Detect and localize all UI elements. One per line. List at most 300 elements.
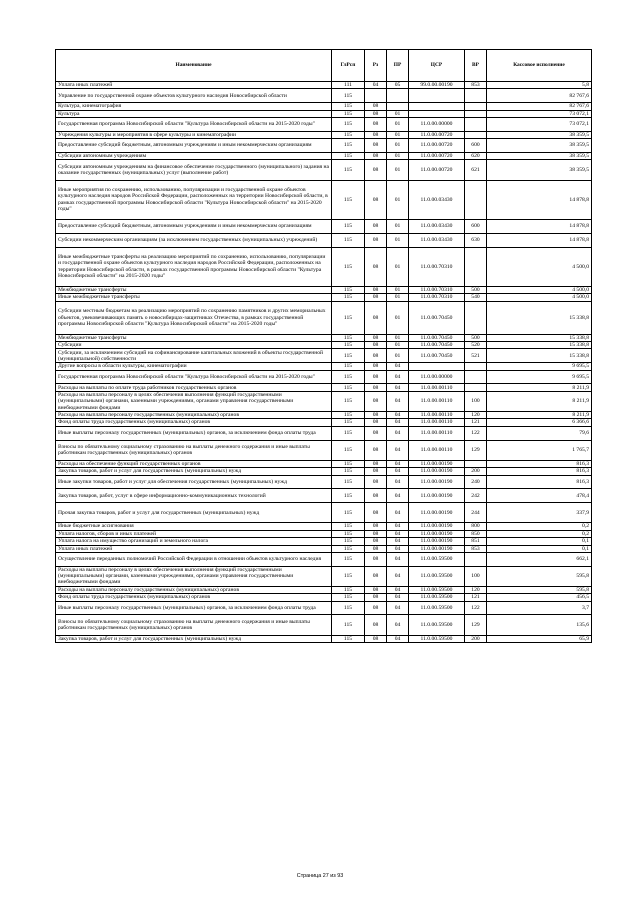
row-name: Уплата иных платежей — [56, 545, 332, 552]
row-pr: 04 — [387, 460, 409, 467]
row-glrsp: 115 — [332, 545, 365, 552]
row-rz: 08 — [365, 635, 387, 642]
row-name: Межбюджетные трансферты — [56, 286, 332, 293]
row-rz: 08 — [365, 412, 387, 419]
row-rz: 08 — [365, 152, 387, 159]
table-row — [56, 370, 592, 384]
row-name: Иные межбюджетные трансферты — [56, 294, 332, 301]
table-row — [56, 301, 592, 334]
row-pr: 04 — [387, 370, 409, 384]
table-row — [56, 384, 592, 391]
row-sum: 79,6 — [487, 426, 592, 440]
row-name: Предоставление субсидий бюджетным, автономным учреждениям и иным некоммерческим организациям — [56, 139, 332, 153]
row-csr — [409, 89, 465, 103]
row-name: Государственная программа Новосибирской области "Культура Новосибирской области на 2015-2020 годы" — [56, 370, 332, 384]
row-vr: 120 — [465, 412, 487, 419]
row-glrsp: 115 — [332, 160, 365, 180]
row-sum: 65,9 — [487, 635, 592, 642]
row-csr: 99.0.00.00190 — [409, 82, 465, 89]
row-csr: 11.0.00.00110 — [409, 384, 465, 391]
row-name: Расходы на выплаты персоналу в целях обеспечения выполнения функций государственными (муниципальными) органами, казенными учреждениями, органами управления государственными внебюджетными фондами — [56, 566, 332, 586]
row-name: Уплата налогов, сборов и иных платежей — [56, 530, 332, 537]
row-sum: 6 366,6 — [487, 419, 592, 426]
row-sum: 3,7 — [487, 601, 592, 615]
row-sum: 38 359,5 — [487, 152, 592, 159]
row-vr — [465, 131, 487, 138]
row-csr: 11.0.00.00190 — [409, 489, 465, 503]
row-rz: 08 — [365, 384, 387, 391]
row-pr: 01 — [387, 247, 409, 286]
row-vr: 121 — [465, 419, 487, 426]
row-csr: 11.0.00.70310 — [409, 286, 465, 293]
row-glrsp: 115 — [332, 103, 365, 110]
row-vr: 242 — [465, 489, 487, 503]
row-name: Учреждения культуры и мероприятия в сфере культуры и кинематографии — [56, 131, 332, 138]
table-row — [56, 233, 592, 247]
row-glrsp: 115 — [332, 286, 365, 293]
row-glrsp: 115 — [332, 440, 365, 460]
row-csr: 11.0.00.00190 — [409, 538, 465, 545]
row-sum: 0,2 — [487, 530, 592, 537]
row-pr: 04 — [387, 384, 409, 391]
row-pr — [387, 103, 409, 110]
row-name: Государственная программа Новосибирской области "Культура Новосибирской области на 2015-2020 годы" — [56, 117, 332, 131]
row-pr: 04 — [387, 412, 409, 419]
row-sum: 8 211,9 — [487, 384, 592, 391]
row-rz: 08 — [365, 160, 387, 180]
row-csr: 11.0.00.00190 — [409, 468, 465, 475]
row-rz: 08 — [365, 419, 387, 426]
row-glrsp: 115 — [332, 468, 365, 475]
row-sum: 14 878,8 — [487, 219, 592, 233]
row-pr: 01 — [387, 349, 409, 363]
row-sum: 38 359,5 — [487, 160, 592, 180]
table-row — [56, 334, 592, 341]
row-sum: 38 359,5 — [487, 139, 592, 153]
table-header-row — [56, 50, 592, 82]
row-pr: 01 — [387, 139, 409, 153]
page-number: Страница 27 из 93 — [296, 873, 344, 879]
table-row — [56, 103, 592, 110]
row-vr: 500 — [465, 334, 487, 341]
row-sum: 595,8 — [487, 586, 592, 593]
row-sum: 82 767,6 — [487, 89, 592, 103]
row-vr: 129 — [465, 440, 487, 460]
row-glrsp: 115 — [332, 117, 365, 131]
row-pr: 04 — [387, 586, 409, 593]
row-pr: 01 — [387, 294, 409, 301]
row-sum: 15 338,8 — [487, 301, 592, 334]
row-sum: 15 338,8 — [487, 349, 592, 363]
row-vr: 853 — [465, 545, 487, 552]
row-vr: 200 — [465, 635, 487, 642]
row-glrsp: 115 — [332, 294, 365, 301]
row-rz: 08 — [365, 530, 387, 537]
row-rz: 08 — [365, 103, 387, 110]
row-csr: 11.0.00.00190 — [409, 475, 465, 489]
row-name: Взносы по обязательному социальному страхованию на выплаты денежного содержания и иные выплаты работникам государственных (муниципальных) органов — [56, 440, 332, 460]
row-csr: 11.0.00.00720 — [409, 139, 465, 153]
row-rz: 08 — [365, 219, 387, 233]
row-name: Закупка товаров, работ и услуг для государственных (муниципальных) нужд — [56, 468, 332, 475]
row-rz: 08 — [365, 180, 387, 219]
row-glrsp: 115 — [332, 538, 365, 545]
table-row — [56, 468, 592, 475]
row-vr — [465, 301, 487, 334]
row-rz: 08 — [365, 468, 387, 475]
row-rz: 08 — [365, 538, 387, 545]
row-sum: 73 072,1 — [487, 110, 592, 117]
row-csr: 11.0.00.00110 — [409, 391, 465, 411]
row-name: Субсидии местным бюджетам на реализацию мероприятий по сохранению памятников и других мемориальных объектов, увековечивающих память о новосибирцах-защитниках Отечества, в рамках государственной программы Новосибирской области "Культура Новосибирской области" на 2015-2020 годы" — [56, 301, 332, 334]
row-sum: 595,8 — [487, 566, 592, 586]
row-name: Субсидии — [56, 342, 332, 349]
row-csr: 11.0.00.00720 — [409, 160, 465, 180]
table-row — [56, 566, 592, 586]
row-csr: 11.0.00.59500 — [409, 601, 465, 615]
row-sum: 0,1 — [487, 545, 592, 552]
row-glrsp: 115 — [332, 233, 365, 247]
table-row — [56, 530, 592, 537]
row-name: Фонд оплаты труда государственных (муниципальных) органов — [56, 594, 332, 601]
row-rz: 08 — [365, 594, 387, 601]
row-csr: 11.0.00.03430 — [409, 180, 465, 219]
row-csr: 11.0.00.00190 — [409, 460, 465, 467]
row-name: Иные бюджетные ассигнования — [56, 523, 332, 530]
table-row — [56, 440, 592, 460]
row-name: Субсидии некоммерческим организациям (за исключением государственных (муниципальных) учреждений) — [56, 233, 332, 247]
table-row — [56, 475, 592, 489]
row-glrsp: 115 — [332, 601, 365, 615]
row-glrsp: 115 — [332, 180, 365, 219]
row-rz: 08 — [365, 370, 387, 384]
row-sum: 816,3 — [487, 468, 592, 475]
row-csr: 11.0.00.70310 — [409, 247, 465, 286]
row-glrsp: 115 — [332, 552, 365, 566]
row-vr: 129 — [465, 615, 487, 635]
row-name: Расходы на обеспечение функций государственных органов — [56, 460, 332, 467]
row-glrsp: 115 — [332, 523, 365, 530]
row-name: Иные выплаты персоналу государственных (муниципальных) органов, за исключением фонда оплаты труда — [56, 426, 332, 440]
row-pr: 04 — [387, 552, 409, 566]
table-row — [56, 419, 592, 426]
table-row — [56, 412, 592, 419]
row-vr: 630 — [465, 233, 487, 247]
row-vr: 200 — [465, 468, 487, 475]
table-body — [56, 82, 592, 643]
row-pr: 04 — [387, 538, 409, 545]
row-rz: 08 — [365, 460, 387, 467]
budget-report-page — [55, 49, 591, 643]
table-row — [56, 594, 592, 601]
table-row — [56, 635, 592, 642]
row-pr: 01 — [387, 180, 409, 219]
row-name: Иные мероприятия по сохранению, использованию, популяризации и государственной охране объектов культурного наследия народов Российской Федерации, расположенных на территории Новосибирской области, в рамках государственной программы Новосибирской области "Культура Новосибирской области" на 2015-2020 годы" — [56, 180, 332, 219]
row-glrsp: 115 — [332, 89, 365, 103]
row-rz: 08 — [365, 586, 387, 593]
row-glrsp: 115 — [332, 594, 365, 601]
table-row — [56, 152, 592, 159]
table-row — [56, 294, 592, 301]
row-pr: 01 — [387, 117, 409, 131]
row-csr: 11.0.00.70450 — [409, 349, 465, 363]
row-pr: 04 — [387, 523, 409, 530]
row-glrsp: 115 — [332, 460, 365, 467]
row-glrsp: 115 — [332, 342, 365, 349]
row-glrsp: 115 — [332, 566, 365, 586]
row-name: Прочая закупка товаров, работ и услуг для государственных (муниципальных) нужд — [56, 503, 332, 523]
row-name: Расходы на выплаты по оплате труда работников государственных органов — [56, 384, 332, 391]
row-name: Закупка товаров, работ, услуг в сфере информационно-коммуникационных технологий — [56, 489, 332, 503]
row-pr: 01 — [387, 152, 409, 159]
row-vr — [465, 110, 487, 117]
table-row — [56, 460, 592, 467]
row-name: Культура — [56, 110, 332, 117]
row-csr: 11.0.00.00190 — [409, 545, 465, 552]
row-pr: 01 — [387, 301, 409, 334]
row-rz: 08 — [365, 247, 387, 286]
row-csr: 11.0.00.03430 — [409, 219, 465, 233]
row-pr: 04 — [387, 419, 409, 426]
row-name: Расходы на выплаты персоналу в целях обеспечения выполнения функций государственными (муниципальными) органами, казенными учреждениями, органами управления государственными внебюджетными фондами — [56, 391, 332, 411]
row-glrsp: 115 — [332, 412, 365, 419]
row-vr: 800 — [465, 523, 487, 530]
row-sum: 0,2 — [487, 523, 592, 530]
row-pr: 01 — [387, 286, 409, 293]
row-csr: 11.0.00.00190 — [409, 503, 465, 523]
row-vr: 540 — [465, 294, 487, 301]
row-name: Культура, кинематография — [56, 103, 332, 110]
row-csr — [409, 363, 465, 370]
row-csr: 11.0.00.70450 — [409, 334, 465, 341]
table-row — [56, 180, 592, 219]
row-rz: 08 — [365, 139, 387, 153]
header-sum: Кассовое исполнение — [487, 50, 592, 82]
header-csr: ЦСР — [409, 50, 465, 82]
row-csr: 11.0.00.70310 — [409, 294, 465, 301]
row-csr: 11.0.00.00110 — [409, 440, 465, 460]
row-pr — [387, 89, 409, 103]
row-pr: 01 — [387, 334, 409, 341]
row-pr: 05 — [387, 82, 409, 89]
row-glrsp: 111 — [332, 82, 365, 89]
row-name: Субсидии, за исключением субсидий на софинансирование капитальных вложений в объекты государственной (муниципальной) собственности — [56, 349, 332, 363]
row-glrsp: 115 — [332, 110, 365, 117]
row-vr: 521 — [465, 349, 487, 363]
row-vr — [465, 117, 487, 131]
row-pr: 01 — [387, 160, 409, 180]
table-row — [56, 131, 592, 138]
table-row — [56, 286, 592, 293]
row-pr: 04 — [387, 426, 409, 440]
row-name: Закупка товаров, работ и услуг для государственных (муниципальных) нужд — [56, 635, 332, 642]
row-rz: 08 — [365, 294, 387, 301]
row-pr: 01 — [387, 110, 409, 117]
row-csr: 11.0.00.00720 — [409, 131, 465, 138]
row-csr: 11.0.00.00110 — [409, 419, 465, 426]
row-vr — [465, 247, 487, 286]
row-sum: 38 359,5 — [487, 131, 592, 138]
row-sum: 135,6 — [487, 615, 592, 635]
row-pr: 04 — [387, 594, 409, 601]
row-name: Взносы по обязательному социальному страхованию на выплаты денежного содержания и иные выплаты работникам государственных (муниципальных) органов — [56, 615, 332, 635]
row-name: Субсидии автономным учреждениям — [56, 152, 332, 159]
row-csr: 11.0.00.00110 — [409, 426, 465, 440]
row-vr: 240 — [465, 475, 487, 489]
row-csr: 11.0.00.59500 — [409, 566, 465, 586]
row-pr: 01 — [387, 342, 409, 349]
row-rz: 08 — [365, 233, 387, 247]
row-rz — [365, 89, 387, 103]
row-csr: 11.0.00.00110 — [409, 412, 465, 419]
row-sum: 14 878,8 — [487, 233, 592, 247]
row-rz: 08 — [365, 342, 387, 349]
header-vr: ВР — [465, 50, 487, 82]
row-sum: 8 211,9 — [487, 391, 592, 411]
row-sum: 456,5 — [487, 594, 592, 601]
row-vr — [465, 363, 487, 370]
row-rz: 08 — [365, 131, 387, 138]
row-glrsp: 115 — [332, 586, 365, 593]
row-glrsp: 115 — [332, 139, 365, 153]
row-sum: 15 338,8 — [487, 342, 592, 349]
row-pr: 01 — [387, 219, 409, 233]
row-sum: 14 878,8 — [487, 180, 592, 219]
table-row — [56, 545, 592, 552]
row-vr — [465, 180, 487, 219]
row-rz: 08 — [365, 489, 387, 503]
row-sum: 82 767,6 — [487, 103, 592, 110]
row-pr: 04 — [387, 503, 409, 523]
row-pr: 04 — [387, 468, 409, 475]
row-pr: 04 — [387, 615, 409, 635]
row-rz: 08 — [365, 566, 387, 586]
row-name: Уплата налога на имущество организаций и земельного налога — [56, 538, 332, 545]
row-vr — [465, 384, 487, 391]
row-csr: 11.0.00.00720 — [409, 152, 465, 159]
row-sum: 0,1 — [487, 538, 592, 545]
row-rz: 08 — [365, 286, 387, 293]
row-rz: 08 — [365, 426, 387, 440]
header-glrsp: ГлРсп — [332, 50, 365, 82]
row-vr — [465, 89, 487, 103]
header-pr: ПР — [387, 50, 409, 82]
table-row — [56, 586, 592, 593]
row-vr: 853 — [465, 82, 487, 89]
table-row — [56, 538, 592, 545]
row-rz: 08 — [365, 334, 387, 341]
row-sum: 15 338,8 — [487, 334, 592, 341]
row-vr: 851 — [465, 538, 487, 545]
row-glrsp: 115 — [332, 152, 365, 159]
row-csr — [409, 103, 465, 110]
row-vr — [465, 460, 487, 467]
row-vr: 121 — [465, 594, 487, 601]
row-csr: 11.0.00.59500 — [409, 594, 465, 601]
row-csr — [409, 110, 465, 117]
row-vr: 122 — [465, 601, 487, 615]
row-vr: 122 — [465, 426, 487, 440]
header-rz: Рз — [365, 50, 387, 82]
row-sum: 9 695,5 — [487, 370, 592, 384]
row-pr: 04 — [387, 530, 409, 537]
row-rz: 08 — [365, 475, 387, 489]
row-pr: 01 — [387, 233, 409, 247]
row-sum: 4 500,0 — [487, 286, 592, 293]
table-row — [56, 615, 592, 635]
row-name: Фонд оплаты труда государственных (муниципальных) органов — [56, 419, 332, 426]
table-row — [56, 89, 592, 103]
row-rz: 08 — [365, 117, 387, 131]
row-rz: 08 — [365, 363, 387, 370]
row-glrsp: 115 — [332, 334, 365, 341]
row-sum: 73 072,1 — [487, 117, 592, 131]
budget-table — [55, 49, 592, 643]
row-pr: 04 — [387, 391, 409, 411]
row-csr: 11.0.00.59500 — [409, 586, 465, 593]
row-csr: 11.0.00.00000 — [409, 117, 465, 131]
header-name: Наименование — [56, 50, 332, 82]
row-pr: 04 — [387, 545, 409, 552]
row-glrsp: 115 — [332, 615, 365, 635]
row-name: Осуществление переданных полномочий Российской Федерации в отношении объектов культурного наследия — [56, 552, 332, 566]
row-csr: 11.0.00.70450 — [409, 342, 465, 349]
row-csr: 11.0.00.03430 — [409, 233, 465, 247]
row-csr: 11.0.00.70450 — [409, 301, 465, 334]
row-glrsp: 115 — [332, 219, 365, 233]
table-row — [56, 110, 592, 117]
row-name: Иные выплаты персоналу государственных (муниципальных) органов, за исключением фонда оплаты труда — [56, 601, 332, 615]
row-rz: 08 — [365, 523, 387, 530]
table-row — [56, 139, 592, 153]
row-pr: 04 — [387, 601, 409, 615]
row-name: Уплата иных платежей — [56, 82, 332, 89]
row-pr: 04 — [387, 566, 409, 586]
table-row — [56, 503, 592, 523]
row-glrsp: 115 — [332, 247, 365, 286]
row-sum: 8 211,9 — [487, 412, 592, 419]
row-vr: 500 — [465, 286, 487, 293]
row-sum: 9 695,5 — [487, 363, 592, 370]
row-pr: 04 — [387, 489, 409, 503]
table-row — [56, 426, 592, 440]
row-glrsp: 115 — [332, 370, 365, 384]
table-row — [56, 247, 592, 286]
row-name: Расходы на выплаты персоналу государственных (муниципальных) органов — [56, 586, 332, 593]
row-sum: 4 500,0 — [487, 247, 592, 286]
row-csr: 11.0.00.00000 — [409, 370, 465, 384]
row-glrsp: 115 — [332, 301, 365, 334]
row-glrsp: 115 — [332, 131, 365, 138]
row-csr: 11.0.00.00190 — [409, 530, 465, 537]
row-sum: 662,1 — [487, 552, 592, 566]
row-csr: 11.0.00.59500 — [409, 615, 465, 635]
row-glrsp: 115 — [332, 419, 365, 426]
row-pr: 01 — [387, 131, 409, 138]
row-vr: 850 — [465, 530, 487, 537]
row-sum: 337,9 — [487, 503, 592, 523]
row-name: Другие вопросы в области культуры, кинематографии — [56, 363, 332, 370]
table-row — [56, 117, 592, 131]
row-rz: 08 — [365, 545, 387, 552]
row-sum: 816,3 — [487, 460, 592, 467]
row-vr — [465, 370, 487, 384]
row-glrsp: 115 — [332, 349, 365, 363]
row-sum: 816,3 — [487, 475, 592, 489]
row-name: Субсидии автономным учреждениям на финансовое обеспечение государственного (муниципального) задания на оказание государственных (муниципальных) услуг (выполнение работ) — [56, 160, 332, 180]
row-rz: 08 — [365, 601, 387, 615]
row-glrsp: 115 — [332, 384, 365, 391]
